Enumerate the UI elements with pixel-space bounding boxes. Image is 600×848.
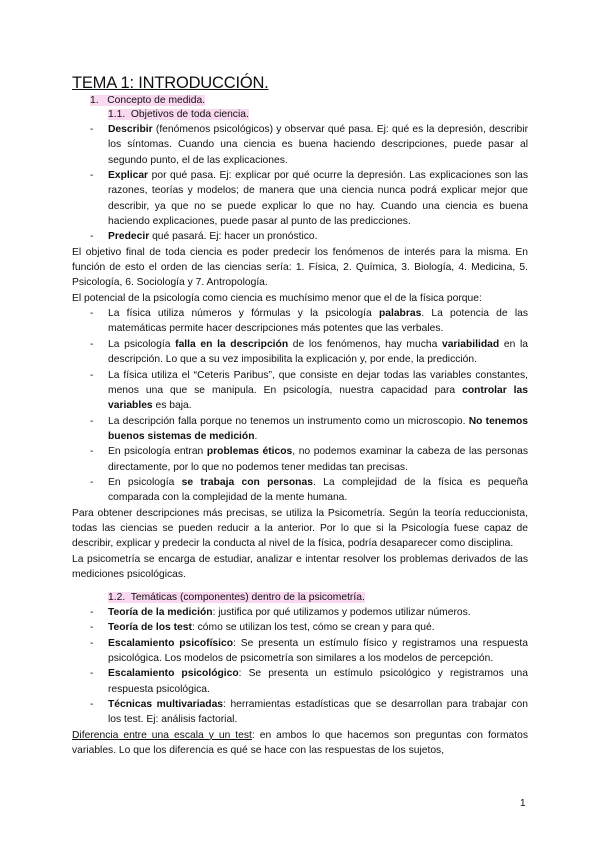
body-part-2 (72, 605, 528, 758)
list-item: - La psicología falla en la descripción de los fenómenos, hay mucha variabilidad en la descripción. Lo que a su vez imposibilita la explicación y, por ende, la predicción. (72, 337, 528, 368)
paragraph: Para obtener descripciones más precisas, se utiliza la Psicometría. Según la teoría reduccionista, todas las ciencias se pueden reducir a la anterior. Por lo que si la Psicología fuese capaz de describir, explicar y predecir la conducta al nivel de la física, podría desaparecer como disciplina. (72, 507, 528, 550)
list-item: - En psicología entran problemas éticos, no podemos examinar la cabeza de las personas directamente, por lo que no podemos tener medidas tan precisas. (72, 444, 528, 475)
list-item: - Técnicas multivariadas: herramientas estadísticas que se desarrollan para trabajar con los test. Ej: análisis factorial. (72, 697, 528, 728)
list-item: - Teoría de los test: cómo se utilizan los test, cómo se crean y para qué. (72, 620, 528, 635)
list-item: - Teoría de la medición: justifica por qué utilizamos y podemos utilizar números. (72, 605, 528, 620)
page-number: 1 (520, 798, 526, 809)
section-number: 1.1. (108, 109, 126, 120)
list-item: - Predecir qué pasará. Ej: hacer un pronóstico. (72, 229, 528, 244)
list-item: - Escalamiento psicológico: Se presenta un estímulo psicológico y registramos una respuesta psicológica. (72, 666, 528, 697)
reasons-list (72, 306, 528, 505)
paragraph: El potencial de la psicología como ciencia es muchísimo menor que el de la física porque: (72, 292, 482, 304)
section-number: 1.2. (108, 592, 126, 603)
section-number: 1. (90, 95, 99, 106)
list-item: - La física utiliza números y fórmulas y la psicología palabras. La potencia de las matemáticas permite hacer descripciones más potentes que las verbales. (72, 306, 528, 337)
paragraph: Diferencia entre una escala y un test: en ambos lo que hacemos son preguntas con formatos variables. Lo que los diferencia es qué se hace con las respuestas de los sujetos, (72, 729, 529, 757)
body-part-1 (72, 122, 528, 582)
section-label: Temáticas (componentes) dentro de la psicometría. (130, 592, 365, 603)
list-item: - Explicar por qué pasa. Ej: explicar por qué ocurre la depresión. Las explicaciones son las razones, teorías y modelos; de manera que una ciencia nunca podrá explicar mejor que describir, ya que no se puede explicar lo que no hay. Cuando una ciencia es buena haciendo explicaciones, puede pasar al punto de las predicciones. (72, 168, 528, 229)
section-label: Objetivos de toda ciencia. (130, 109, 249, 120)
list-item: - Escalamiento psicofísico: Se presenta un estímulo físico y registramos una respuesta psicológica. Los modelos de psicometría son similares a los modelos de percepción. (72, 636, 528, 667)
paragraph: El objetivo final de toda ciencia es poder predecir los fenómenos de interés para la misma. En función de esto el orden de las ciencias sería: 1. Física, 2. Química, 3. Biología, 4. Medicina, 5. Psicología, 6. Sociología y 7. Antropología. (72, 246, 528, 289)
topics-list (72, 605, 528, 728)
section-heading-1-2 (108, 591, 365, 605)
section-label: Concepto de medida. (107, 95, 206, 106)
list-item: - Describir (fenómenos psicológicos) y observar qué pasa. Ej: qué es la depresión, describir los síntomas. Cuando una ciencia es buena haciendo descripciones, puede pasar al segundo punto, el de las explicaciones. (72, 122, 528, 168)
paragraph: La psicometría se encarga de estudiar, analizar e intentar resolver los problemas derivados de las mediciones psicológicas. (72, 553, 528, 580)
list-item: - La física utiliza el “Ceteris Paribus”, que consiste en dejar todas las variables constantes, menos una que se manipula. En psicología, nuestra capacidad para controlar las variables es baja. (72, 368, 528, 414)
objectives-list (72, 122, 528, 245)
page-title: TEMA 1: INTRODUCCIÓN. (72, 74, 269, 92)
section-heading-1-1 (108, 108, 249, 122)
list-item: - En psicología se trabaja con personas. La complejidad de la física es pequeña comparada con la complejidad de la mente humana. (72, 475, 528, 506)
list-item: - La descripción falla porque no tenemos un instrumento como un microscopio. No tenemos buenos sistemas de medición. (72, 414, 528, 445)
section-heading-1 (90, 94, 205, 108)
